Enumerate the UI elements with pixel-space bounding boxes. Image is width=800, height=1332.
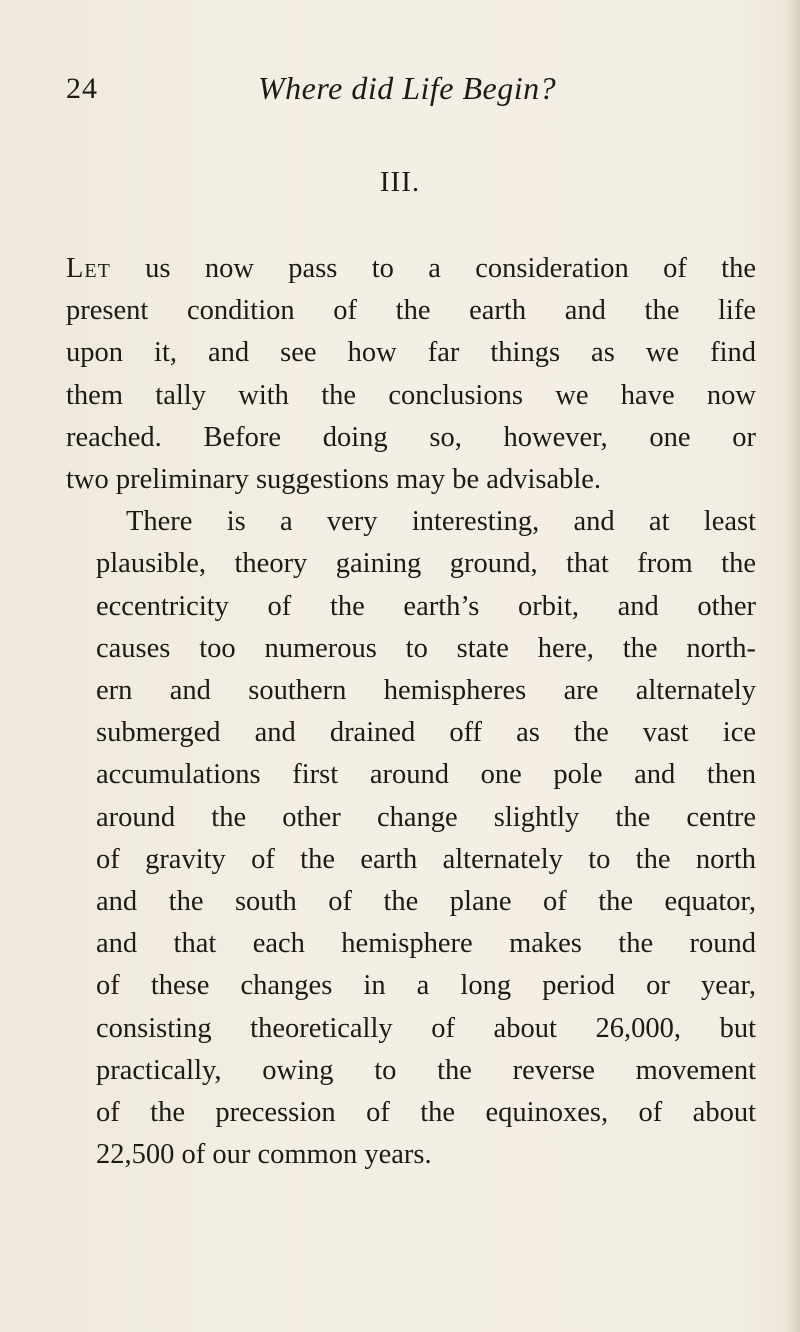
page-number: 24 — [66, 72, 98, 105]
text-line: There is a very interesting, and at least — [126, 506, 756, 538]
body-text — [66, 248, 756, 1176]
text-line: eccentricity of the earth’s orbit, and other — [96, 590, 756, 622]
text-line: present condition of the earth and the life — [66, 295, 756, 327]
paragraph-1 — [66, 248, 756, 501]
text-line: submerged and drained off as the vast ice — [96, 717, 756, 749]
text-line: of these changes in a long period or year, — [96, 970, 756, 1002]
page-header — [0, 64, 800, 114]
text-line: and the south of the plane of the equator, — [96, 886, 756, 918]
text-line: practically, owing to the reverse movement — [96, 1054, 756, 1086]
text-line: accumulations first around one pole and then — [96, 759, 756, 791]
section-heading: III. — [379, 166, 421, 198]
text-line: them tally with the conclusions we have now — [66, 379, 756, 411]
text-line: ern and southern hemispheres are alternately — [96, 675, 756, 707]
paragraph-2 — [66, 501, 756, 1176]
text-line: 22,500 of our common years. — [96, 1139, 432, 1171]
text-line: consisting theoretically of about 26,000, but — [96, 1012, 756, 1044]
text-line: two preliminary suggestions may be advisable. — [66, 464, 602, 496]
text-line: around the other change slightly the centre — [96, 801, 756, 833]
text-line: of the precession of the equinoxes, of about — [96, 1097, 756, 1129]
page-edge-shadow — [786, 0, 800, 1332]
text-line: of gravity of the earth alternately to the north — [96, 843, 756, 875]
paragraph-lead-word: Let — [66, 253, 111, 284]
running-head: Where did Life Begin? — [258, 70, 557, 106]
text-line: and that each hemisphere makes the round — [96, 928, 756, 960]
text-line: Let us now pass to a consideration of the — [66, 253, 756, 284]
text-line: reached. Before doing so, however, one or — [66, 421, 756, 453]
text-line: plausible, theory gaining ground, that from the — [96, 548, 756, 580]
text-line: causes too numerous to state here, the north- — [96, 632, 756, 664]
text-line: upon it, and see how far things as we find — [66, 337, 756, 369]
